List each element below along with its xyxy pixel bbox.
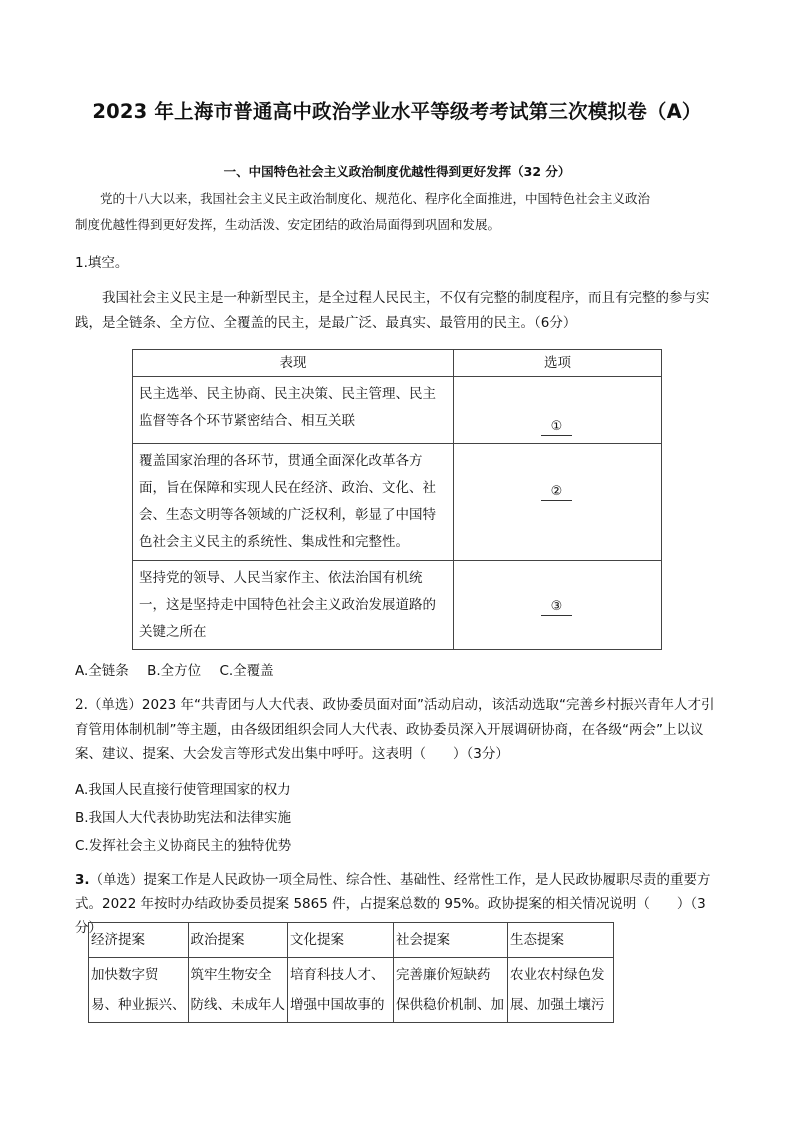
table-cell (508, 958, 614, 1023)
table-row (133, 561, 662, 650)
option-c[interactable]: C.全覆盖 (219, 663, 274, 679)
table-cell: 坚持党的领导、人民当家作主、依法治国有机统一，这是坚持走中国特色社会主义政治发展道路的关键之所在 (133, 561, 454, 650)
table-row (133, 377, 662, 444)
cell-line: 加快数字贸 (91, 967, 159, 983)
question-1-table (132, 349, 662, 650)
cell-line: 农业农村绿色发 (510, 967, 605, 983)
answer-cell (454, 444, 662, 561)
question-2-number: 2. (75, 697, 88, 713)
answer-cell (454, 561, 662, 650)
table-cell: 覆盖国家治理的各环节，贯通全面深化改革各方面，旨在保障和实现人民在经济、政治、文化、社会、生态文明等各领域的广泛权利，彰显了中国特色社会主义民主的系统性、集成性和完整性。 (133, 444, 454, 561)
page-title: 2023 年上海市普通高中政治学业水平等级考考试第三次模拟卷（A） (92, 100, 702, 123)
table-header-row (133, 350, 662, 377)
table-header-cell: 选项 (454, 350, 662, 377)
table-cell: 民主选举、民主协商、民主决策、民主管理、民主监督等各个环节紧密结合、相互关联 (133, 377, 454, 444)
table-header-cell: 文化提案 (288, 923, 394, 958)
section-heading: 一、中国特色社会主义政治制度优越性得到更好发挥（32 分） (223, 164, 571, 179)
option-b[interactable]: B.我国人大代表协助宪法和法律实施 (75, 810, 292, 826)
cell-line: 筑牢生物安全 (190, 967, 272, 983)
question-3-text: （单选）提案工作是人民政协一项全局性、综合性、基础性、经常性工作，是人民政协履职尽责的重要方式。2022 年按时办结政协委员提案 5865 件，占提案总数的 95%。政协提案的相关情况说明（ ）（3分） (75, 872, 711, 936)
intro-line-2: 制度优越性得到更好发挥，生动活泼、安定团结的政治局面得到巩固和发展。 (75, 217, 501, 232)
cell-line: 增强中国故事的 (290, 997, 385, 1013)
table-row (89, 958, 614, 1023)
cell-line: 培育科技人才、 (290, 967, 385, 983)
question-3-number: 3. (75, 872, 90, 888)
intro-line-1: 党的十八大以来，我国社会主义民主政治制度化、规范化、程序化全面推进，中国特色社会主义政治 (100, 191, 651, 206)
answer-blank-3[interactable]: ③ (541, 599, 573, 616)
table-header-row (89, 923, 614, 958)
cell-line: 完善廉价短缺药 (396, 967, 491, 983)
option-b[interactable]: B.全方位 (147, 663, 202, 679)
option-a[interactable]: A.全链条 (75, 663, 129, 679)
table-cell (89, 958, 189, 1023)
question-3-table (88, 922, 614, 1023)
table-header-cell: 政治提案 (188, 923, 288, 958)
table-row (133, 444, 662, 561)
table-cell (394, 958, 508, 1023)
answer-cell (454, 377, 662, 444)
table-header-cell: 生态提案 (508, 923, 614, 958)
cell-line: 展、加强土壤污 (510, 997, 605, 1013)
cell-line: 防线、未成年人 (190, 997, 285, 1013)
table-header-cell: 表现 (133, 350, 454, 377)
question-1-body: 我国社会主义民主是一种新型民主，是全过程人民民主，不仅有完整的制度程序，而且有完整的参与实践，是全链条、全方位、全覆盖的民主，是最广泛、最真实、最管用的民主。（6分） (75, 290, 710, 331)
section-intro (75, 186, 725, 238)
table-header-cell: 社会提案 (394, 923, 508, 958)
option-c[interactable]: C.发挥社会主义协商民主的独特优势 (75, 838, 292, 854)
question-2-text: （单选）2023 年“共青团与人大代表、政协委员面对面”活动启动，该活动选取“完善乡村振兴青年人才引育管用体制机制”等主题，由各级团组织会同人大代表、政协委员深入开展调研协商，在各级“两会”上以议案、建议、提案、大会发言等形式发出集中呼吁。这表明（ ）（3分） (75, 697, 715, 762)
table-header-cell: 经济提案 (89, 923, 189, 958)
answer-blank-2[interactable]: ② (541, 484, 573, 501)
question-1-label: 1.填空。 (75, 255, 129, 271)
table-cell (288, 958, 394, 1023)
question-1-options (75, 660, 288, 682)
table-cell (188, 958, 288, 1023)
question-2 (75, 693, 725, 767)
cell-line: 保供稳价机制、加 (396, 997, 504, 1013)
option-a[interactable]: A.我国人民直接行使管理国家的权力 (75, 782, 291, 798)
answer-blank-1[interactable]: ① (541, 419, 573, 436)
cell-line: 易、种业振兴、 (91, 997, 186, 1013)
